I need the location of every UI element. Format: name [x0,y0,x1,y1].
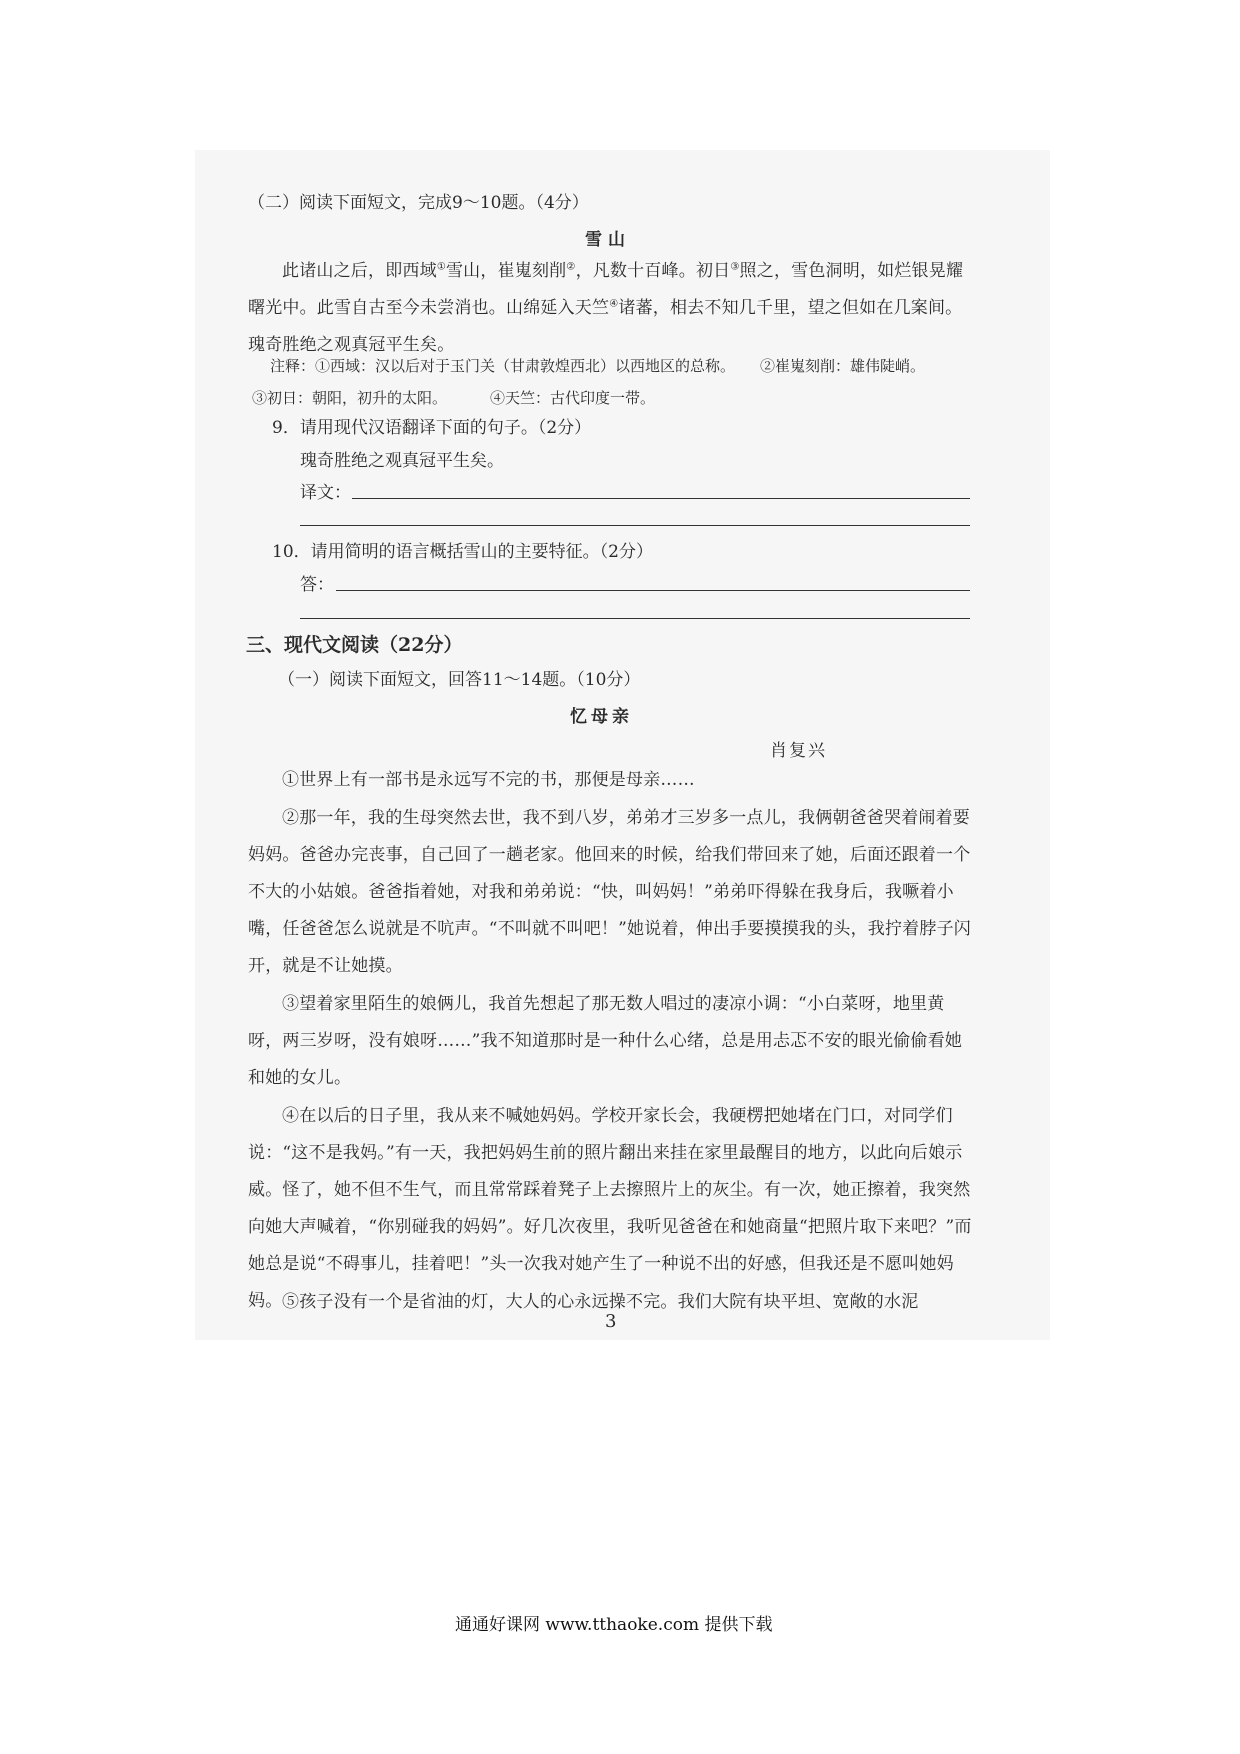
snow-passage-text: 雪山，崔嵬刻削 [445,261,567,281]
essay-paragraph-4: ④在以后的日子里，我从来不喊她妈妈。学校开家长会，我硬楞把她堵在门口，对同学们说：“这不是我妈。”有一天，我把妈妈生前的照片翻出来挂在家里最醒目的地方，以此向后娘示威。怪了，她不但不生气，而且常常踩着凳子上去擦照片上的灰尘。有一次，她正擦着，我突然向她大声喊着，“你别碰我的妈妈”。好几次夜里，我听见爸爸在和她商量“把照片取下来吧？”而她总是说“不碍事儿，挂着吧！”头一次我对她产生了一种说不出的好感，但我还是不愿叫她妈妈。 [248,1106,972,1311]
essay-paragraph-5: ⑤孩子没有一个是省油的灯，大人的心永远操不完。我们大院有块平坦、宽敞的水泥 [282,1292,919,1312]
q10-answer-label: 答： [300,575,334,595]
snow-passage-text: 照之，雪色洞明，如烂银晃耀曙光中。此雪自古至今未尝消也。山绵延入天竺 [248,261,964,318]
snow-passage [248,253,973,364]
essay-paragraph-2: ②那一年，我的生母突然去世，我不到八岁，弟弟才三岁多一点儿，我俩朝爸爸哭着闹着要妈妈。爸爸办完丧事，自己回了一趟老家。他回来的时候，给我们带回来了她，后面还跟着一个不大的小姑娘。爸爸指着她，对我和弟弟说：“快，叫妈妈！”弟弟吓得躲在我身后，我噘着小嘴，任爸爸怎么说就是不吭声。“不叫就不叫吧！”她说着，伸出手要摸摸我的头，我拧着脖子闪开，就是不让她摸。 [248,808,971,976]
page-number: 3 [605,1311,617,1332]
note-1: ①西域：汉以后对于玉门关（甘肃敦煌西北）以西地区的总称。 [315,357,736,375]
note-marker: ③ [730,261,740,273]
section3-header: 三、现代文阅读（22分） [246,634,463,656]
snow-passage-text: 诸蕃，相去不知几千里，望之但如在几案间。瑰奇胜绝之观真冠平生矣。 [248,298,963,355]
note-line-1 [270,356,735,376]
snow-passage-text: 此诸山之后，即西域 [282,261,437,281]
q9-answer-line-2[interactable] [300,525,970,526]
note-marker: ④ [609,298,619,310]
snow-title: 雪山 [585,230,631,250]
q9-sentence: 瑰奇胜绝之观真冠平生矣。 [300,451,504,471]
q10-answer-line-1[interactable] [336,590,970,591]
snow-passage-text: ，凡数十百峰。初日 [575,261,731,281]
essay-title: 忆母亲 [570,707,633,727]
note-marker: ② [566,261,576,273]
note-3: ③初日：朝阳，初升的太阳。 [252,389,448,407]
footer-text: 通通好课网 www.tthaoke.com 提供下载 [455,1615,773,1635]
note-label: 注释： [270,357,316,375]
q9-answer-label: 译文： [300,483,351,503]
q10-question: 10．请用简明的语言概括雪山的主要特征。（2分） [272,542,653,562]
q10-answer-line-2[interactable] [300,618,970,619]
section2-header: （二）阅读下面短文，完成9～10题。（4分） [248,193,589,213]
note-2: ②崔嵬刻削：雄伟陡峭。 [760,357,926,375]
q9-answer-line-1[interactable] [352,498,970,499]
essay-author: 肖复兴 [770,741,827,761]
essay-paragraph-1: ①世界上有一部书是永远写不完的书，那便是母亲…… [282,770,695,790]
note-marker: ① [436,261,446,273]
essay-paragraph-3: ③望着家里陌生的娘俩儿，我首先想起了那无数人唱过的凄凉小调：“小白菜呀，地里黄呀，两三岁呀，没有娘呀……”我不知道那时是一种什么心绪，总是用忐忑不安的眼光偷偷看她和她的女儿。 [248,994,963,1088]
section3-subheader: （一）阅读下面短文，回答11～14题。（10分） [278,670,641,690]
q9-question: 9．请用现代汉语翻译下面的句子。（2分） [272,418,592,438]
note-4: ④天竺：古代印度一带。 [490,389,656,407]
